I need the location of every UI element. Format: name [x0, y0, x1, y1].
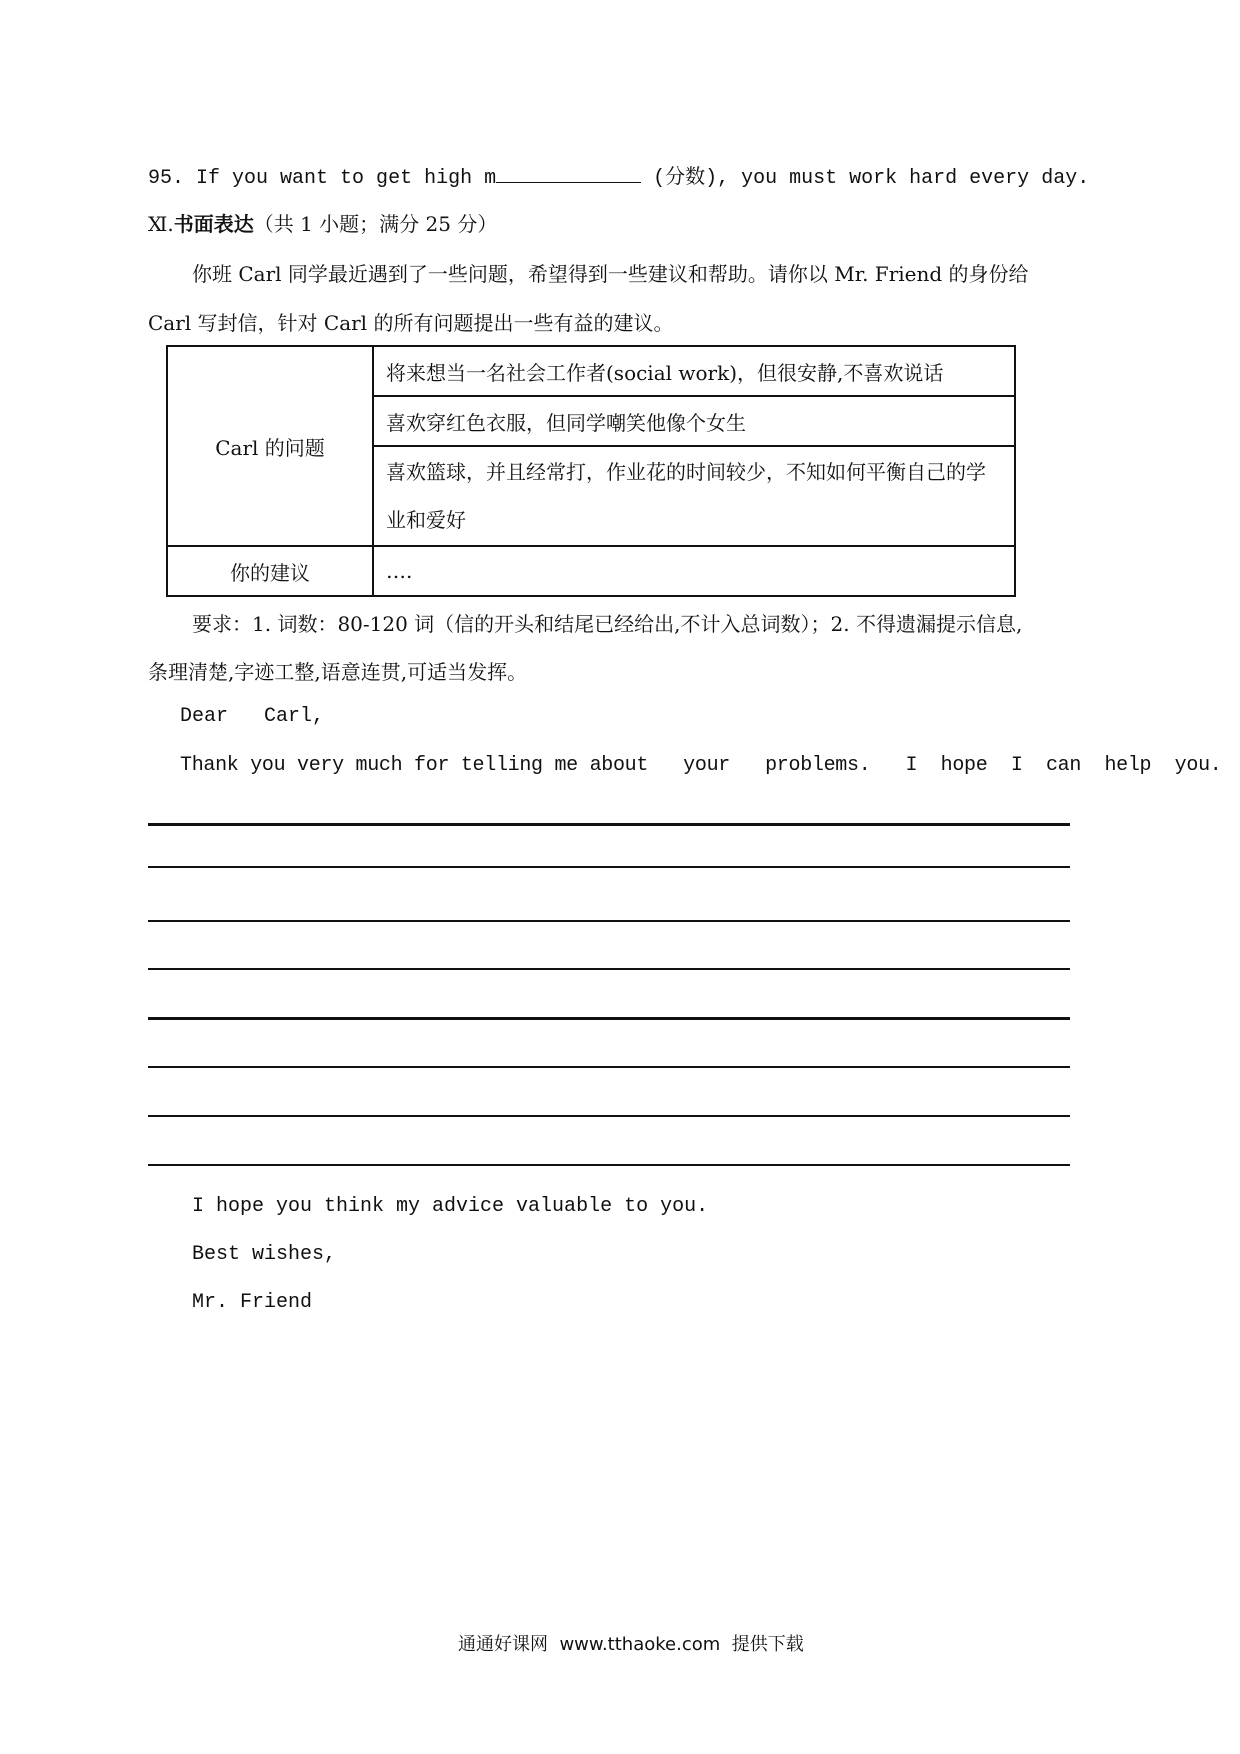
problem-text: 喜欢穿红色衣服，但同学嘲笑他像个女生 [386, 410, 746, 435]
problems-label-cell [167, 346, 373, 546]
writing-line[interactable] [148, 1115, 1070, 1117]
problems-label: Carl 的问题 [215, 435, 325, 460]
intro-line-1: 你班 Carl 同学最近遇到了一些问题，希望得到一些建议和帮助。请你以 Mr. Friend 的身份给 [192, 262, 1029, 286]
letter-signoff: Best wishes, [192, 1243, 337, 1266]
section-meta: （共 1 小题；满分 25 分） [253, 212, 498, 236]
question-text-before: If you want to get high m [196, 167, 497, 190]
question-text-after: you must work hard every day. [741, 167, 1090, 190]
advice-label-cell [167, 546, 373, 596]
advice-label: 你的建议 [230, 560, 310, 585]
letter-closing: I hope you think my advice valuable to you. [192, 1195, 709, 1218]
letter-opening: Thank you very much for telling me about your problems. I hope I can help you. [180, 754, 1222, 777]
letter-greeting: Dear Carl, [180, 705, 325, 728]
problem-cell [373, 446, 1015, 546]
problem-text: 喜欢篮球，并且经常打，作业花的时间较少，不知如何平衡自己的学业和爱好 [386, 460, 986, 532]
writing-line[interactable] [148, 1017, 1070, 1020]
section-title: 书面表达 [173, 212, 254, 236]
problem-text: 将来想当一名社会工作者(social work)，但很安静,不喜欢说话 [386, 360, 944, 385]
question-hint: (分数), [653, 167, 730, 190]
problem-cell [373, 396, 1015, 446]
answer-blank[interactable] [496, 164, 641, 183]
advice-cell[interactable] [373, 546, 1015, 596]
writing-line[interactable] [148, 1164, 1070, 1166]
question-number: 95. [148, 167, 185, 190]
writing-line[interactable] [148, 823, 1070, 826]
problem-cell [373, 346, 1015, 396]
section-heading [148, 208, 497, 237]
section-numeral: Ⅺ. [148, 212, 174, 236]
question-95 [148, 160, 1089, 190]
intro-line-2: Carl 写封信，针对 Carl 的所有问题提出一些有益的建议。 [148, 311, 674, 335]
writing-line[interactable] [148, 866, 1070, 868]
page-footer: 通通好课网 www.tthaoke.com 提供下载 [458, 1634, 804, 1655]
writing-line[interactable] [148, 968, 1070, 970]
requirements-line-2: 条理清楚,字迹工整,语意连贯,可适当发挥。 [148, 660, 528, 684]
writing-line[interactable] [148, 920, 1070, 922]
task-table [166, 345, 1016, 597]
advice-value: …. [386, 559, 413, 583]
writing-line[interactable] [148, 1066, 1070, 1068]
letter-signature: Mr. Friend [192, 1291, 313, 1314]
requirements-line-1: 要求：1. 词数：80-120 词（信的开头和结尾已经给出,不计入总词数）；2. 不得遗漏提示信息, [192, 612, 1023, 636]
